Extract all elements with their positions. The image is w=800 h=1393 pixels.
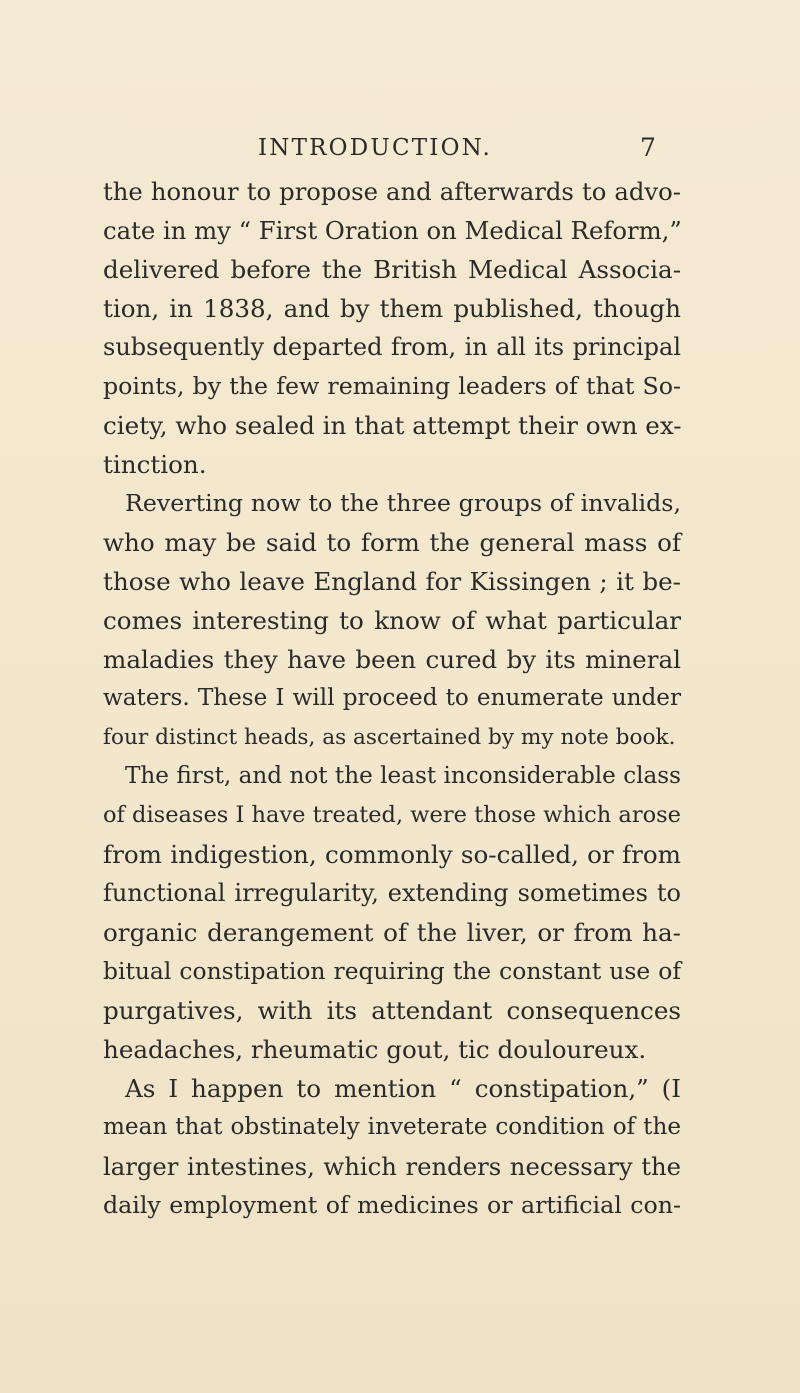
text-line: comes interesting to know of what particular [103, 606, 681, 635]
text-line: the honour to propose and afterwards to advo- [103, 177, 681, 206]
text-line: four distinct heads, as ascertained by my note book. [103, 725, 676, 750]
text-line: functional irregularity, extending sometimes to [103, 879, 681, 907]
text-line: headaches, rheumatic gout, tic douloureux. [103, 1035, 647, 1064]
text-line: subsequently departed from, in all its principal [103, 333, 681, 361]
text-line: tion, in 1838, and by them published, though [103, 294, 681, 323]
text-line: delivered before the British Medical Associa- [103, 255, 681, 284]
text-line: purgatives, with its attendant consequences [103, 996, 681, 1025]
text-line: those who leave England for Kissingen ; it be- [103, 567, 681, 596]
text-line: The first, and not the least inconsiderable class [125, 763, 681, 789]
page-header [0, 132, 800, 166]
running-title: INTRODUCTION. [258, 135, 492, 161]
text-line: cate in my “ First Oration on Medical Reform,” [103, 216, 682, 245]
body-text [103, 172, 681, 1225]
text-line: As I happen to mention “ constipation,” (I [125, 1074, 681, 1103]
text-line: of diseases I have treated, were those which arose [103, 802, 681, 828]
text-line: larger intestines, which renders necessary the [103, 1152, 681, 1181]
text-line: Reverting now to the three groups of invalids, [125, 489, 681, 517]
text-line: who may be said to form the general mass of [103, 528, 681, 557]
text-line: from indigestion, commonly so-called, or from [103, 840, 681, 869]
text-line: organic derangement of the liver, or from ha- [103, 918, 681, 947]
text-line: mean that obstinately inveterate condition of the [103, 1114, 681, 1140]
text-line: daily employment of medicines or artificial con- [103, 1191, 681, 1219]
page-number: 7 [640, 133, 656, 162]
text-line: tinction. [103, 450, 207, 479]
text-line: ciety, who sealed in that attempt their own ex- [103, 411, 682, 440]
text-line: waters. These I will proceed to enumerate under [103, 685, 681, 711]
text-line: bitual constipation requiring the constant use of [103, 957, 681, 985]
text-line: maladies they have been cured by its mineral [103, 645, 681, 674]
text-line: points, by the few remaining leaders of that So- [103, 372, 681, 400]
